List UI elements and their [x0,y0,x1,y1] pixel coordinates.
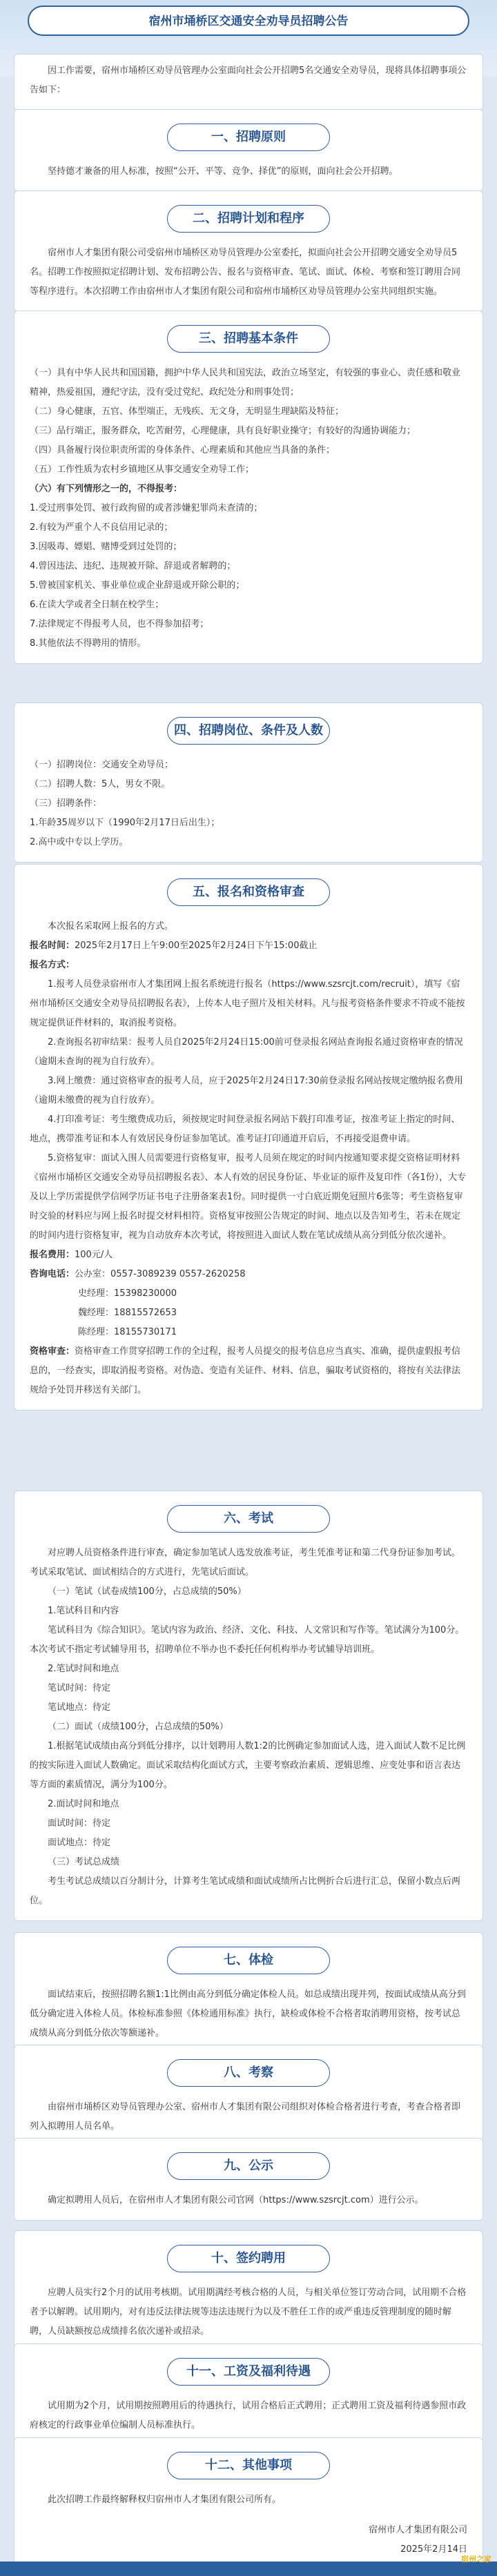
list-item: 1.年龄35周岁以下（1990年2月17日后出生）； [30,818,220,828]
contact-line: 史经理：15398230000 [78,1288,177,1299]
section-heading: 十、签约聘用 [167,2245,330,2272]
list-item: 1.受过刑事处罚、被行政拘留的或者涉嫌犯罪尚未查清的； [30,503,263,513]
exam-line: 笔试科目为《综合知识》。笔试内容为政治、经济、文化、科技、人文常识和写作等。笔试满分为100分。本次考试不指定考试辅导用书，招聘单位不举办也不委托任何机构举办考试辅导培训班。 [30,1625,465,1655]
section-heading: 六、考试 [167,1505,330,1533]
section-heading: 九、公示 [167,2152,330,2180]
field-value: 资格审查工作贯穿招聘工作的全过程，报考人员提交的报考信息应当真实、准确，提供虚假报考信息的，一经查实，即取消报考资格。对伪造、变造有关证件、材料、信息，骗取考试资格的，将按有关法律法规给予处罚并移送有关部门。 [30,1346,461,1395]
section-heading: 十一、工资及福利待遇 [167,2358,330,2386]
section-heading: 二、招聘计划和程序 [167,205,330,233]
exam-line: 笔试地点：待定 [48,1702,111,1713]
list-item: （二）身心健康，五官、体型端正，无残疾、无文身，无明显生理缺陷及特征； [30,406,344,417]
section-text: 由宿州市埇桥区劝导员管理办公室、宿州市人才集团有限公司组织对体检合格者进行考查，考查合格者即列入拟聘用人员名单。 [30,2102,461,2132]
section-text: 坚持德才兼备的用人标准，按照“公开、平等、竞争、择优”的原则，面向社会公开招聘。 [48,166,398,177]
list-item: 2.高中或中专以上学历。 [30,837,128,847]
field-label: 资格审查： [30,1346,75,1357]
list-item: （一）招聘岗位：交通安全劝导员； [30,760,174,770]
section-text: 此次招聘工作最终解释权归宿州市人才集团有限公司所有。 [48,2495,282,2505]
list-item: 4.打印准考证：考生缴费成功后，须按规定时间登录报名网站下载打印准考证，按准考证上指定的时间、地点，携带准考证和本人有效居民身份证参加笔试。准考证打印通道开启后，不再接受退费申请。 [30,1114,460,1144]
exam-line: 1.笔试科目和内容 [48,1606,119,1616]
list-item: 8.其他依法不得聘用的情形。 [30,638,146,649]
contact-line: 陈经理：18155730171 [78,1327,177,1337]
contact-line: 魏经理：18815572653 [78,1308,177,1318]
exam-line: 1.根据笔试成绩由高分到低分排序，以计划聘用人数1:2的比例确定参加面试人选，进入面试人数不足比例的按实际进入面试人数确定。面试采取结构化面试方式，主要考察政治素质、逻辑思维、应变处事和语言表达等方面的素质情况，满分为100分。 [30,1741,466,1790]
section-heading: 五、报名和资格审查 [167,878,330,906]
section-heading: 一、招聘原则 [167,124,330,151]
section-text: 宿州市人才集团有限公司受宿州市埇桥区劝导员管理办公室委托，拟面向社会公开招聘交通安全劝导员5名。招聘工作按照拟定招聘计划、发布招聘公告、报名与资格审查、笔试、面试、体检、考察和签订聘用合同等程序进行。本次招聘工作由宿州市人才集团有限公司和宿州市埇桥区劝导员管理办公室共同组织实施。 [30,248,461,297]
section-heading: 七、体检 [167,1947,330,1974]
exam-line: （二）面试（成绩100分，占总成绩的50%） [48,1722,228,1732]
section-positions [14,702,483,863]
list-item: （三）品行端正，服务群众，吃苦耐劳，心理健康，具有良好职业操守；有较好的沟通协调能力； [30,426,416,436]
section-heading: 四、招聘岗位、条件及人数 [167,717,330,745]
list-item: 3.因吸毒、嫖娼、赌博受到过处罚的； [30,542,182,552]
list-item: （四）具备履行岗位职责所需的身体条件、心理素质和其他应当具备的条件； [30,445,335,455]
list-item: 2.查询报名初审结果：报考人员自2025年2月24日15:00前可登录报名网站查询报名通过资格审查的情况（逾期未查询的视为自行放弃）。 [30,1037,463,1067]
exam-line: 笔试时间：待定 [48,1683,111,1693]
section-registration [14,864,483,1410]
exam-line: 面试地点：待定 [48,1838,111,1848]
section-salary [14,2343,483,2446]
section-contract [14,2230,483,2352]
section-exam [14,1491,483,1921]
list-item: 6.在读大学或者全日制在校学生； [30,600,164,610]
list-item: （一）具有中华人民共和国国籍，拥护中华人民共和国宪法，政治立场坚定，有较强的事业心、责任感和敬业精神，热爱祖国，遵纪守法，没有受过党纪、政纪处分和刑事处罚； [30,368,461,397]
section-heading: 八、考察 [167,2059,330,2087]
footer-band [0,2562,497,2576]
section-medical [14,1932,483,2054]
section-plan [14,190,483,312]
list-subheading: （六）有下列情形之一的，不得报考： [30,484,183,494]
field-value: 2025年2月17日上午9:00至2025年2月24日下午15:00截止 [75,941,318,951]
field-label: 报名方式： [30,960,75,970]
section-requirements [14,311,483,664]
section-publicity [14,2138,483,2221]
list-item: 3.网上缴费：通过资格审查的报考人员，应于2025年2月24日17:30前登录报名网站按规定缴纳报名费用（逾期未缴费的视为自行放弃）。 [30,1076,463,1105]
field-value: 公办室：0557-3089239 0557-2620258 [75,1269,246,1279]
section-text: 本次报名采取网上报名的方式。 [48,921,174,932]
section-text: 对应聘人员资格条件进行审查，确定参加笔试人选发放准考证，考生凭准考证和第二代身份证参加考试。考试采取笔试、面试相结合的方式进行，先笔试后面试。 [30,1548,461,1577]
list-item: 5.曾被国家机关、事业单位或企业辞退或开除公职的； [30,580,245,591]
section-principle [14,109,483,192]
list-item: 4.曾因违法、违纪、违规被开除、辞退或者解聘的； [30,561,236,571]
field-label: 咨询电话： [30,1269,75,1279]
section-text: 应聘人员实行2个月的试用考核期。试用期满经考核合格的人员，与相关单位签订劳动合同，试用期不合格者予以解聘。试用期内，对有违反法律法规等违法违规行为以及不胜任工作的或严重违反管理制度的随时解聘，人员缺额按总成绩排名依次递补或招录。 [30,2288,467,2337]
field-label: 报名费用： [30,1250,75,1260]
section-other [14,2437,483,2570]
list-item: 7.法律规定不得报考人员，也不得参加招考； [30,619,209,629]
page-title: 宿州市埇桥区交通安全劝导员招聘公告 [28,6,469,36]
section-heading: 十二、其他事项 [167,2452,330,2479]
watermark-logo: 宿州之家 [461,2555,491,2564]
section-text: 试用期为2个月，试用期按照聘用后的待遇执行，试用合格后正式聘用；正式聘用工资及福利待遇参照市政府核定的行政事业单位编制人员标准执行。 [30,2401,467,2430]
section-text: 确定拟聘用人员后，在宿州市人才集团有限公司官网（https://www.szsrcjt.com）进行公示。 [48,2195,424,2205]
intro-text: 因工作需要，宿州市埇桥区劝导员管理办公室面向社会公开招聘5名交通安全劝导员，现将具体招聘事项公告如下： [30,66,467,95]
field-value: 100元/人 [75,1250,113,1260]
exam-line: 2.面试时间和地点 [48,1799,119,1809]
list-item: （三）招聘条件： [30,798,102,809]
intro-card [14,54,483,110]
signature-date: 2025年2月14日 [400,2544,467,2555]
exam-line: 2.笔试时间和地点 [48,1664,119,1674]
list-item: 1.报考人员登录宿州市人才集团网上报名系统进行报名（https://www.szsrcjt.com/recruit），填写《宿州市埇桥区交通安全劝导员招聘报名表》，上传本人电子照片及相关材料。凡与报考资格条件要求不符或不能按规定提供证件材料的，取消报考资格。 [30,979,465,1028]
section-inspection [14,2045,483,2147]
signature-org: 宿州市人才集团有限公司 [368,2525,467,2535]
list-item: （五）工作性质为农村乡镇地区从事交通安全劝导工作； [30,464,255,475]
exam-line: 考生考试总成绩以百分制计分，计算考生笔试成绩和面试成绩所占比例折合后进行汇总，保留小数点后两位。 [30,1876,461,1906]
list-item: 2.有较为严重个人不良信用记录的； [30,522,173,533]
section-text: 面试结束后，按照招聘名额1:1比例由高分到低分确定体检人员。如总成绩出现并列，按面试成绩从高分到低分确定进入体检人员。体检标准参照《体检通用标准》执行，缺检或体检不合格者取消聘用资格，按考试总成绩从高分到低分依次等额递补。 [30,1989,466,2038]
exam-line: 面试时间：待定 [48,1818,111,1829]
exam-details [30,1582,467,1911]
section-heading: 三、招聘基本条件 [167,325,330,353]
exam-line: （三）考试总成绩 [48,1857,120,1867]
list-item: （二）招聘人数：5人，男女不限。 [30,779,170,789]
field-label: 报名时间： [30,941,75,951]
exam-line: （一）笔试（试卷成绩100分，占总成绩的50%） [48,1586,246,1597]
list-item: 5.资格复审：面试入围人员需要进行资格复审，报考人员须在规定的时间内按通知要求提交资格证明材料《宿州市埇桥区交通安全劝导员招聘报名表》、本人有效的居民身份证、毕业证的原件及复印件（各1份），大专及以上学历需提供学信网学历证书电子注册备案表1份。同时提供一寸白底近期免冠照片6张等；考生资格复审时交验的材料应与网上报名时提交材料相符。资格复审按照公告规定的时间、地点以及告知考生，若未在规定的时间内进行资格复审，视为自动放弃本次考试，将按照进入面试人数在笔试成绩从高分到低分依次递补。 [30,1153,467,1241]
